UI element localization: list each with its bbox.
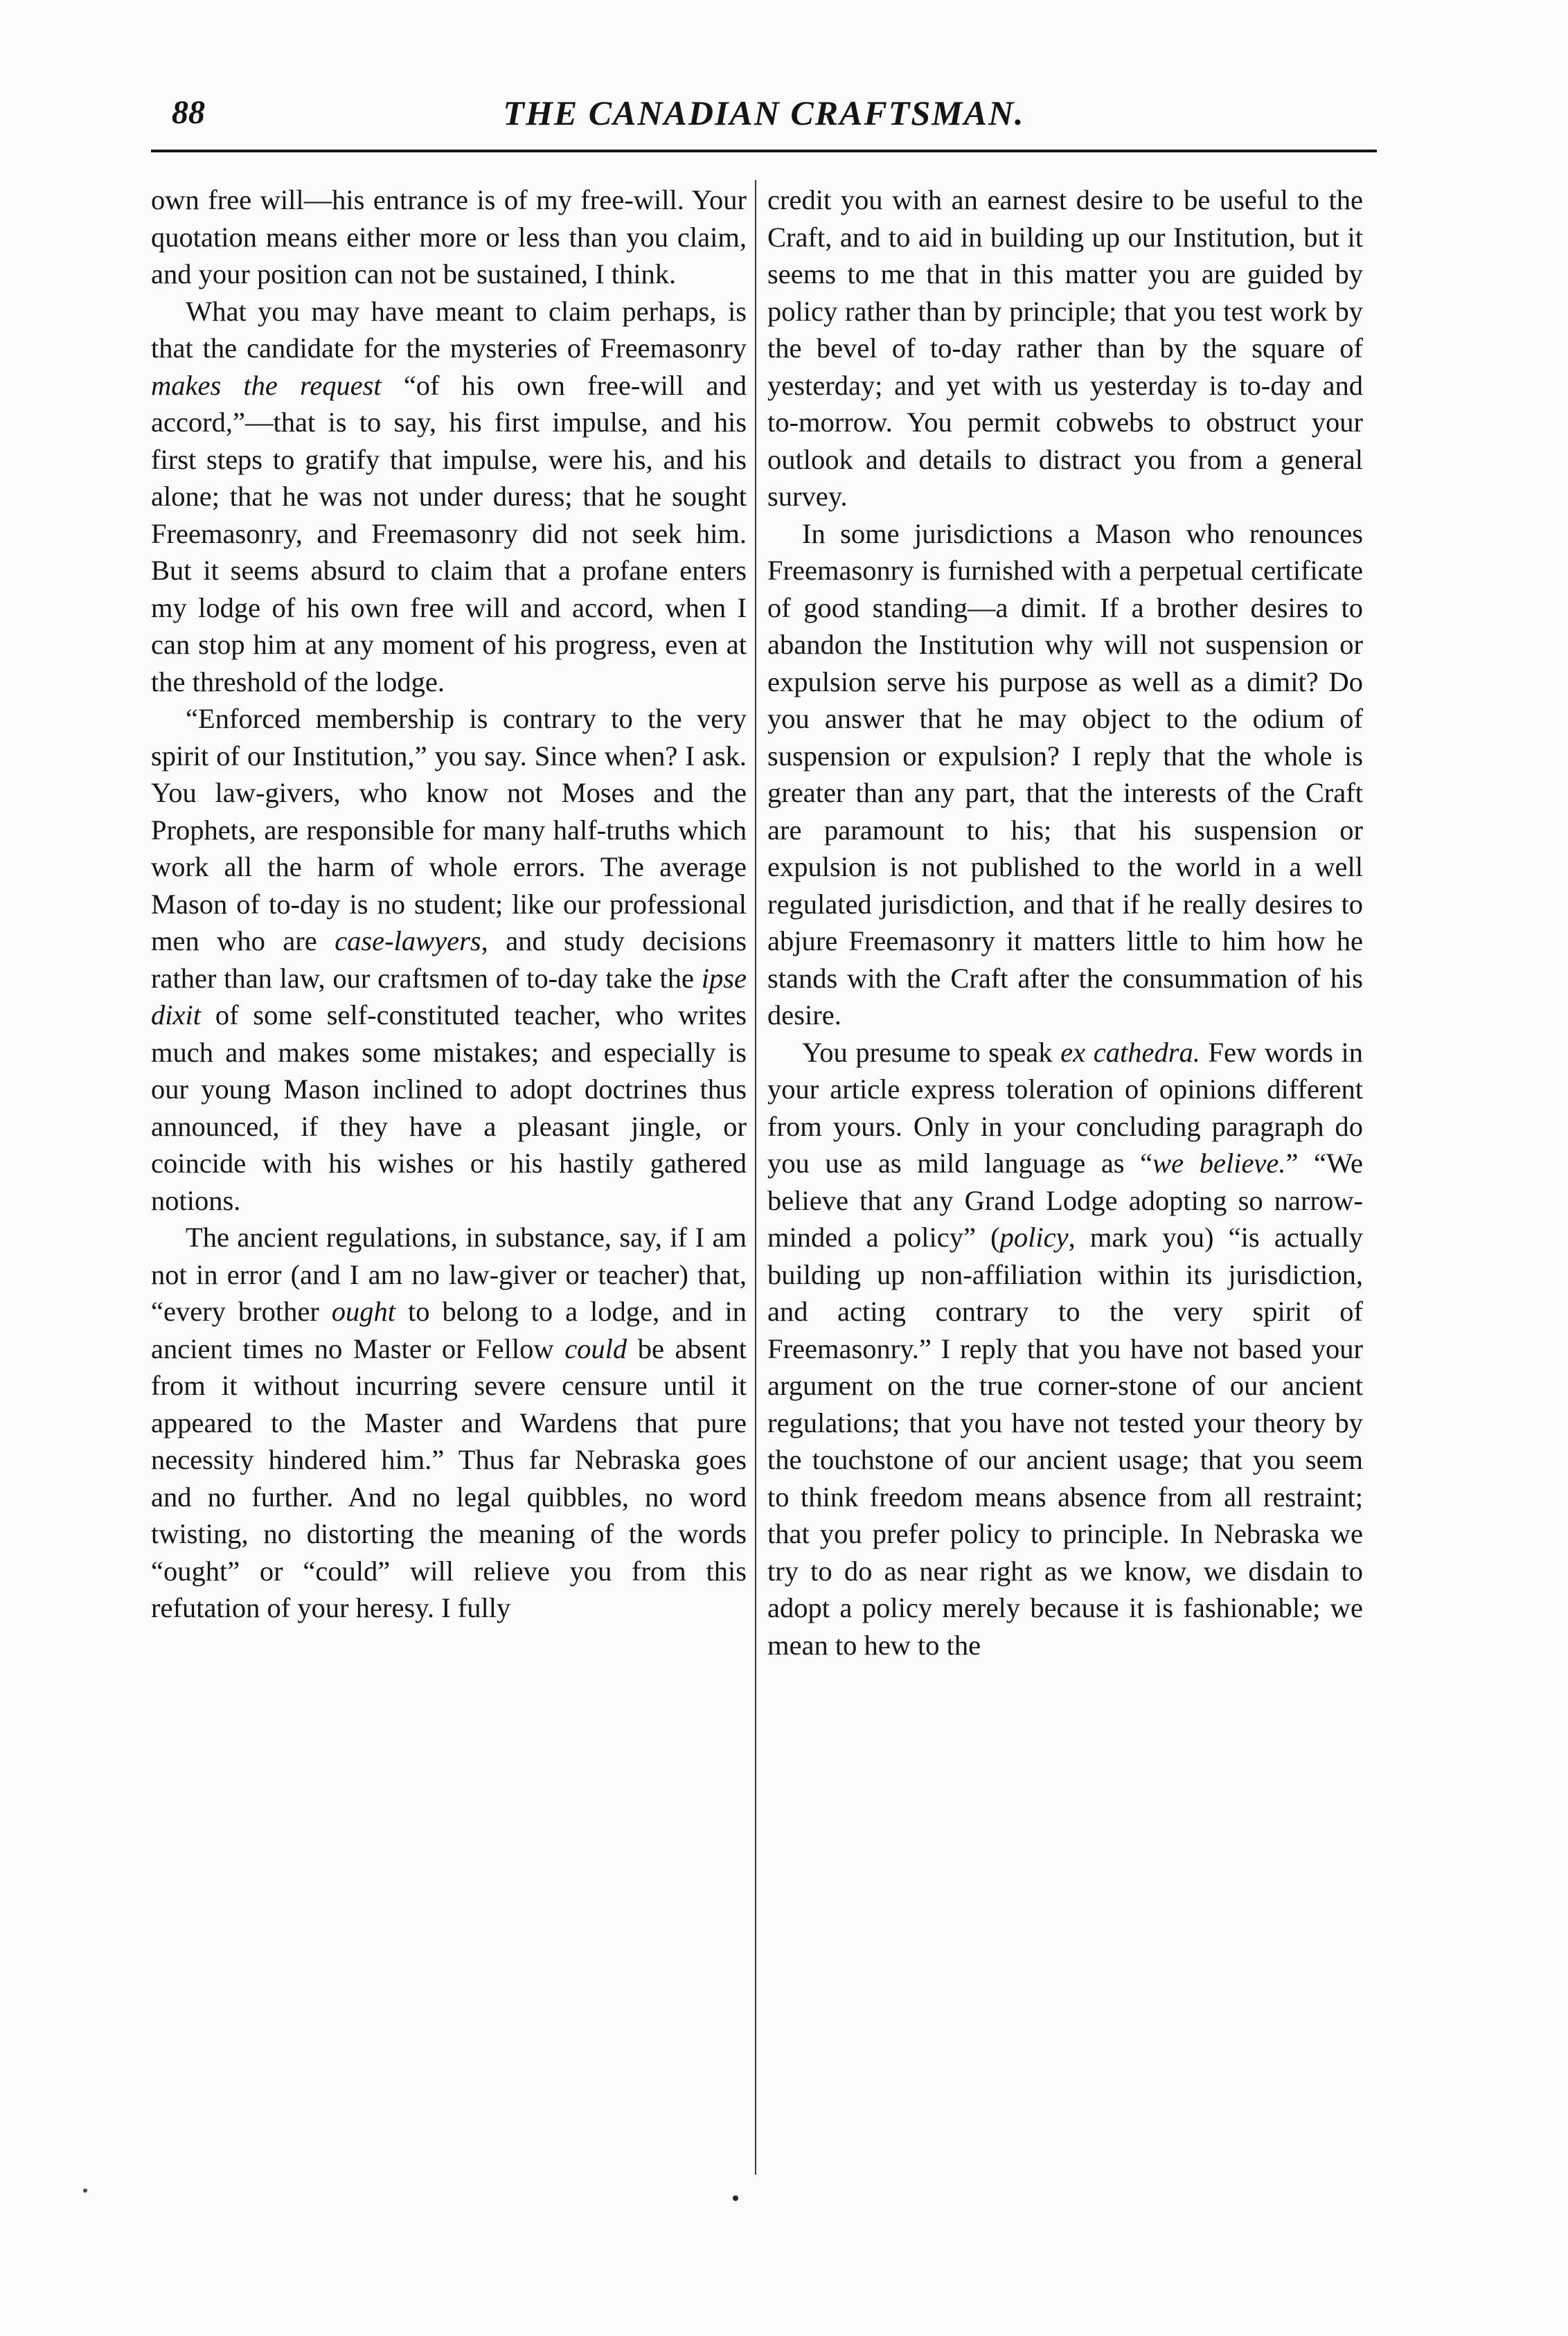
header-rule [151, 150, 1377, 152]
italic-text: case-lawyers [335, 925, 481, 956]
italic-text: could [564, 1332, 627, 1364]
footer-mark [733, 2195, 738, 2201]
italic-text: ex cathedra. [1060, 1036, 1200, 1068]
text-run: , mark you) “is actually building up non-affiliation within its jurisdiction, and acting contrary to the very spirit of Freemasonry.” I reply that you have not based your argument on the true corner-stone of our ancient regulations; that you have not tested your theory by the touchstone of our ancient usage; that you seem to think freedom means absence from all restraint; that you prefer policy to principle. In Nebraska we try to do as near right as we know, we disdain to adopt a policy merely because it is fashionable; we mean to hew to the [767, 1222, 1364, 1661]
text-run: of some self-constituted teacher, who writes much and makes some mistakes; and especially is our young Mason inclined to adopt doctrines thus announced, if they have a pleasant jingle, or coincide with his wishes or his hastily gathered notions. [151, 999, 747, 1216]
paragraph [151, 1219, 747, 1627]
right-column [767, 181, 1363, 1664]
italic-text: ought [331, 1296, 396, 1327]
text-run: ” “We believe that any Grand Lodge adopting so narrow-minded a policy” ( [767, 1148, 1363, 1253]
text-run: be absent from it without incurring severe censure until it appeared to the Master and Wardens that pure necessity hindered him.” Thus far Nebraska goes and no further. And no legal quibbles, no word twisting, no distorting the meaning of the words “ought” or “could” will relieve you from this refutation of your heresy. I fully [151, 1332, 747, 1623]
text-run: You presume to speak [802, 1036, 1061, 1068]
text-run: Few words in your article express toleration of opinions different from yours. Only in your concluding paragraph do you use as mild language as “ [767, 1036, 1363, 1179]
text-run: to belong to a lodge, and in ancient times no Master or Fellow [151, 1296, 747, 1364]
left-column [151, 181, 747, 1627]
paragraph: credit you with an earnest desire to be useful to the Craft, and to aid in building up our Institution, but it seems to me that in this matter you are guided by policy rather than by principle; that you test work by the bevel of to-day rather than by the square of yesterday; and yet with us yesterday is to-day and to-morrow. You permit cobwebs to obstruct your outlook and details to distract you from a general survey. [767, 184, 1363, 512]
text-run: , and study decisions rather than law, our craftsmen of to-day take the [151, 925, 747, 994]
column-divider [755, 180, 756, 2175]
text-run: What you may have meant to claim perhaps, is that the candidate for the mysteries of Freemasonry [151, 295, 747, 364]
italic-text: policy [999, 1222, 1069, 1253]
text-run: “of his own free-will and accord,”—that is to say, his first impulse, and his first steps to gratify that impulse, were his, and his alone; that he was not under duress; that he sought Freemasonry, and Freemasonry did not seek him. But it seems absurd to claim that a profane enters my lodge of his own free will and accord, when I can stop him at any moment of his progress, even at the threshold of the lodge. [151, 369, 747, 697]
journal-title: THE CANADIAN CRAFTSMAN. [503, 93, 1025, 132]
margin-speck [83, 2188, 87, 2193]
running-header [151, 82, 1377, 144]
italic-text: makes the request [151, 369, 382, 401]
paragraph [151, 700, 747, 1219]
paragraph [767, 1034, 1363, 1664]
text-run: The ancient regulations, in substance, say, if I am not in error (and I am no law-giver or teacher) that, “every brother [151, 1222, 747, 1327]
italic-text: ipse dixit [151, 962, 747, 1031]
italic-text: we believe. [1152, 1148, 1286, 1179]
page-number: 88 [172, 94, 205, 131]
paragraph [151, 293, 747, 701]
paragraph: own free will—his entrance is of my free-will. Your quotation means either more or less than you claim, and your position can not be sustained, I think. [151, 184, 747, 289]
paragraph: In some jurisdictions a Mason who renounces Freemasonry is furnished with a perpetual certificate of good standing—a dimit. If a brother desires to abandon the Institution why will not suspension or expulsion serve his purpose as well as a dimit? Do you answer that he may object to the odium of suspension or expulsion? I reply that the whole is greater than any part, that the interests of the Craft are paramount to his; that his suspension or expulsion is not published to the world in a well regulated jurisdiction, and that if he really desires to abjure Freemasonry it matters little to him how he stands with the Craft after the consummation of his desire. [767, 517, 1363, 1031]
text-run: “Enforced membership is contrary to the very spirit of our Institution,” you say. Since when? I ask. You law-givers, who know not Moses and the Prophets, are responsible for many half-truths which work all the harm of whole errors. The average Mason of to-day is no student; like our professional men who are [151, 703, 747, 956]
